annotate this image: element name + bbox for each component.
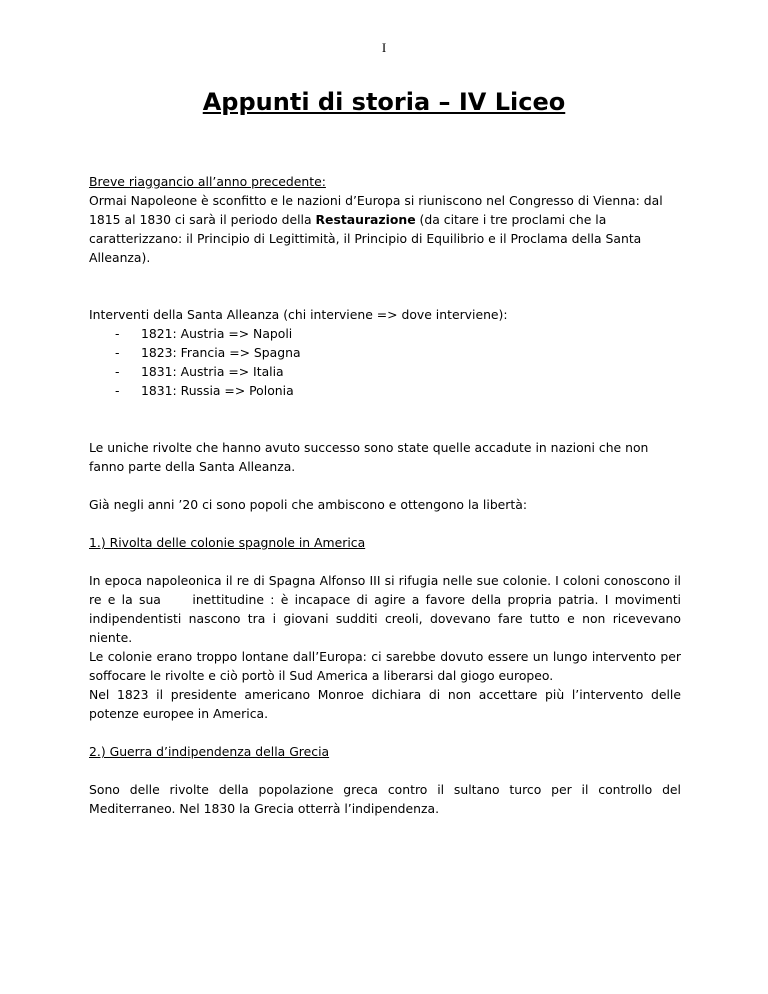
recap-heading: Breve riaggancio all’anno precedente: — [89, 174, 326, 189]
list-item: - 1831: Austria => Italia — [89, 362, 681, 381]
interventions-heading: Interventi della Santa Alleanza (chi interviene => dove interviene): — [89, 307, 508, 322]
recap-text-after: (da citare i tre proclami che la caratterizzano: il Principio di Legittimità, il Principio di Equilibrio e il Proclama della Santa Alleanza). — [89, 212, 642, 265]
recap-text-before: Ormai Napoleone è sconfitto e le nazioni d’Europa si riuniscono nel Congresso di Vienna: dal 1815 al 1830 ci sarà il periodo della — [89, 193, 663, 227]
document-body — [89, 172, 685, 818]
section1-paragraph: In epoca napoleonica il re di Spagna Alfonso III si rifugia nelle sue colonie. I coloni conoscono il re e la sua inettitudine : è incapace di agire a favore della propria patria. I movimenti indipendentisti nascono tra i giovani sudditi creoli, dovevano fare tutto e non ricevevano niente. — [89, 573, 685, 645]
section1-heading: 1.) Rivolta delle colonie spagnole in America — [89, 535, 366, 550]
page-title: Appunti di storia – IV Liceo — [202, 88, 566, 116]
successful-revolts-paragraph: Le uniche rivolte che hanno avuto successo sono state quelle accadute in nazioni che non fanno parte della Santa Alleanza. — [89, 440, 649, 474]
section1-body — [89, 571, 685, 723]
recap-paragraph — [89, 191, 681, 267]
section2-paragraph: Sono delle rivolte della popolazione greca contro il sultano turco per il controllo del Mediterraneo. Nel 1830 la Grecia otterrà l’indipendenza. — [89, 782, 681, 816]
list-item: - 1823: Francia => Spagna — [89, 343, 681, 362]
list-item: - 1831: Russia => Polonia — [89, 381, 681, 400]
section1-paragraph: Le colonie erano troppo lontane dall’Europa: ci sarebbe dovuto essere un lungo intervento per soffocare le rivolte e ciò portò il Sud America a liberarsi dal giogo europeo. — [89, 649, 681, 683]
section1-paragraph: Nel 1823 il presidente americano Monroe dichiara di non accettare più l’intervento delle potenze europee in America. — [89, 687, 681, 721]
page-number: I — [381, 40, 387, 55]
recap-bold-term: Restaurazione — [315, 212, 416, 227]
section2-heading: 2.) Guerra d’indipendenza della Grecia — [89, 744, 330, 759]
recap-section — [89, 172, 681, 267]
interventions-list — [89, 324, 681, 400]
list-item: - 1821: Austria => Napoli — [89, 324, 681, 343]
interventions-section — [89, 305, 681, 400]
twenties-intro-paragraph: Già negli anni ’20 ci sono popoli che ambiscono e ottengono la libertà: — [89, 497, 528, 512]
